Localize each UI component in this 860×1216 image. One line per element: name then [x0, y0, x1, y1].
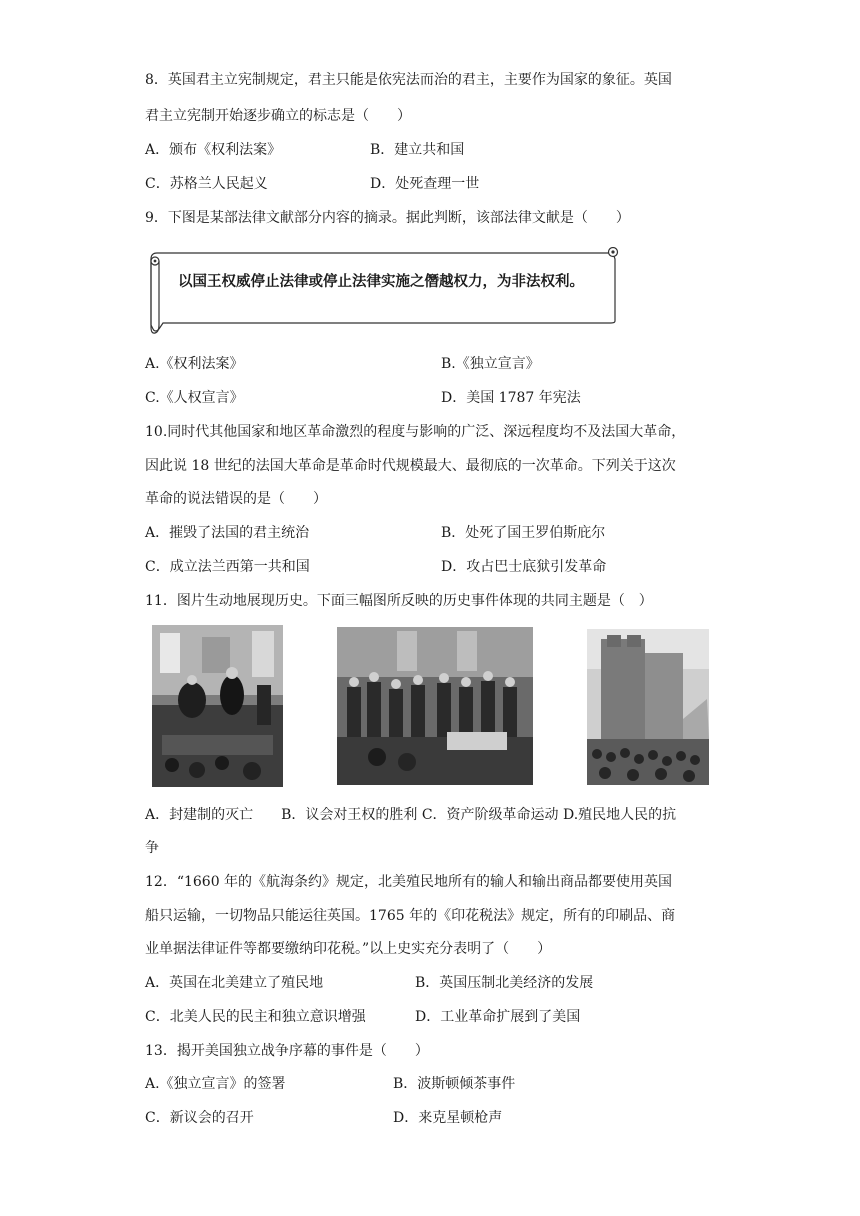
q9-option-c: C.《人权宣言》	[145, 390, 244, 406]
q8-option-a: A．颁布《权利法案》	[145, 142, 282, 158]
bastille-picture	[587, 629, 709, 785]
q10-stem-line2: 因此说 18 世纪的法国大革命是革命时代规模最大、最彻底的一次革命。下列关于这次	[145, 458, 676, 474]
q10-stem-line1: 10.同时代其他国家和地区革命激烈的程度与影响的广泛、深远程度均不及法国大革命，	[145, 424, 686, 440]
q12-stem-line3: 业单据法律证件等都要缴纳印花税。”以上史实充分表明了（ ）	[145, 941, 552, 957]
q13-stem: 13．揭开美国独立战争序幕的事件是（ ）	[145, 1043, 429, 1059]
q10-option-c: C．成立法兰西第一共和国	[145, 559, 310, 575]
execution-scene-picture	[152, 625, 283, 787]
q9-option-b: B.《独立宣言》	[441, 356, 540, 372]
q11-stem: 11．图片生动地展现历史。下面三幅图所反映的历史事件体现的共同主题是（ ）	[145, 593, 653, 609]
q13-option-c: C．新议会的召开	[145, 1110, 254, 1126]
q8-option-c: C．苏格兰人民起义	[145, 176, 268, 192]
q9-stem: 9．下图是某部法律文献部分内容的摘录。据此判断，该部法律文献是（ ）	[145, 210, 630, 226]
q8-option-d: D．处死查理一世	[370, 176, 480, 192]
q10-option-a: A．摧毁了法国的君主统治	[145, 525, 310, 541]
q13-option-d: D．来克星顿枪声	[393, 1110, 503, 1126]
q10-option-d: D．攻占巴士底狱引发革命	[441, 559, 607, 575]
q10-option-b: B．处死了国王罗伯斯庇尔	[441, 525, 606, 541]
q11-options-line2: 争	[145, 840, 159, 856]
q12-stem-line1: 12．“1660 年的《航海条约》规定，北美殖民地所有的输人和输出商品都要使用英国	[145, 874, 673, 890]
q13-option-b: B．波斯顿倾茶事件	[393, 1076, 516, 1092]
q12-option-a: A．英国在北美建立了殖民地	[145, 975, 324, 991]
q8-option-b: B．建立共和国	[370, 142, 465, 158]
q10-stem-line3: 革命的说法错误的是（ ）	[145, 491, 327, 507]
q12-option-d: D．工业革命扩展到了美国	[415, 1009, 581, 1025]
q12-option-c: C．北美人民的民主和独立意识增强	[145, 1009, 366, 1025]
scroll-image	[145, 247, 623, 335]
q8-stem-line2: 君主立宪制开始逐步确立的标志是（ ）	[145, 108, 411, 124]
q9-option-d: D．美国 1787 年宪法	[441, 390, 581, 406]
q12-option-b: B．英国压制北美经济的发展	[415, 975, 594, 991]
q8-stem-line1: 8．英国君主立宪制规定，君主只能是依宪法而治的君主，主要作为国家的象征。英国	[145, 72, 672, 88]
scroll-quote: 以国王权威停止法律或停止法律实施之僭越权力，为非法权利。	[178, 274, 584, 290]
q9-option-a: A.《权利法案》	[145, 356, 244, 372]
q12-stem-line2: 船只运输，一切物品只能运往英国。1765 年的《印花税法》规定，所有的印刷品、商	[145, 908, 676, 924]
q11-options-line1: A．封建制的灭亡 B．议会对王权的胜利 C．资产阶级革命运动 D.殖民地人民的抗	[145, 807, 677, 823]
q13-option-a: A.《独立宣言》的签署	[145, 1076, 286, 1092]
declaration-signing-picture	[337, 627, 533, 785]
